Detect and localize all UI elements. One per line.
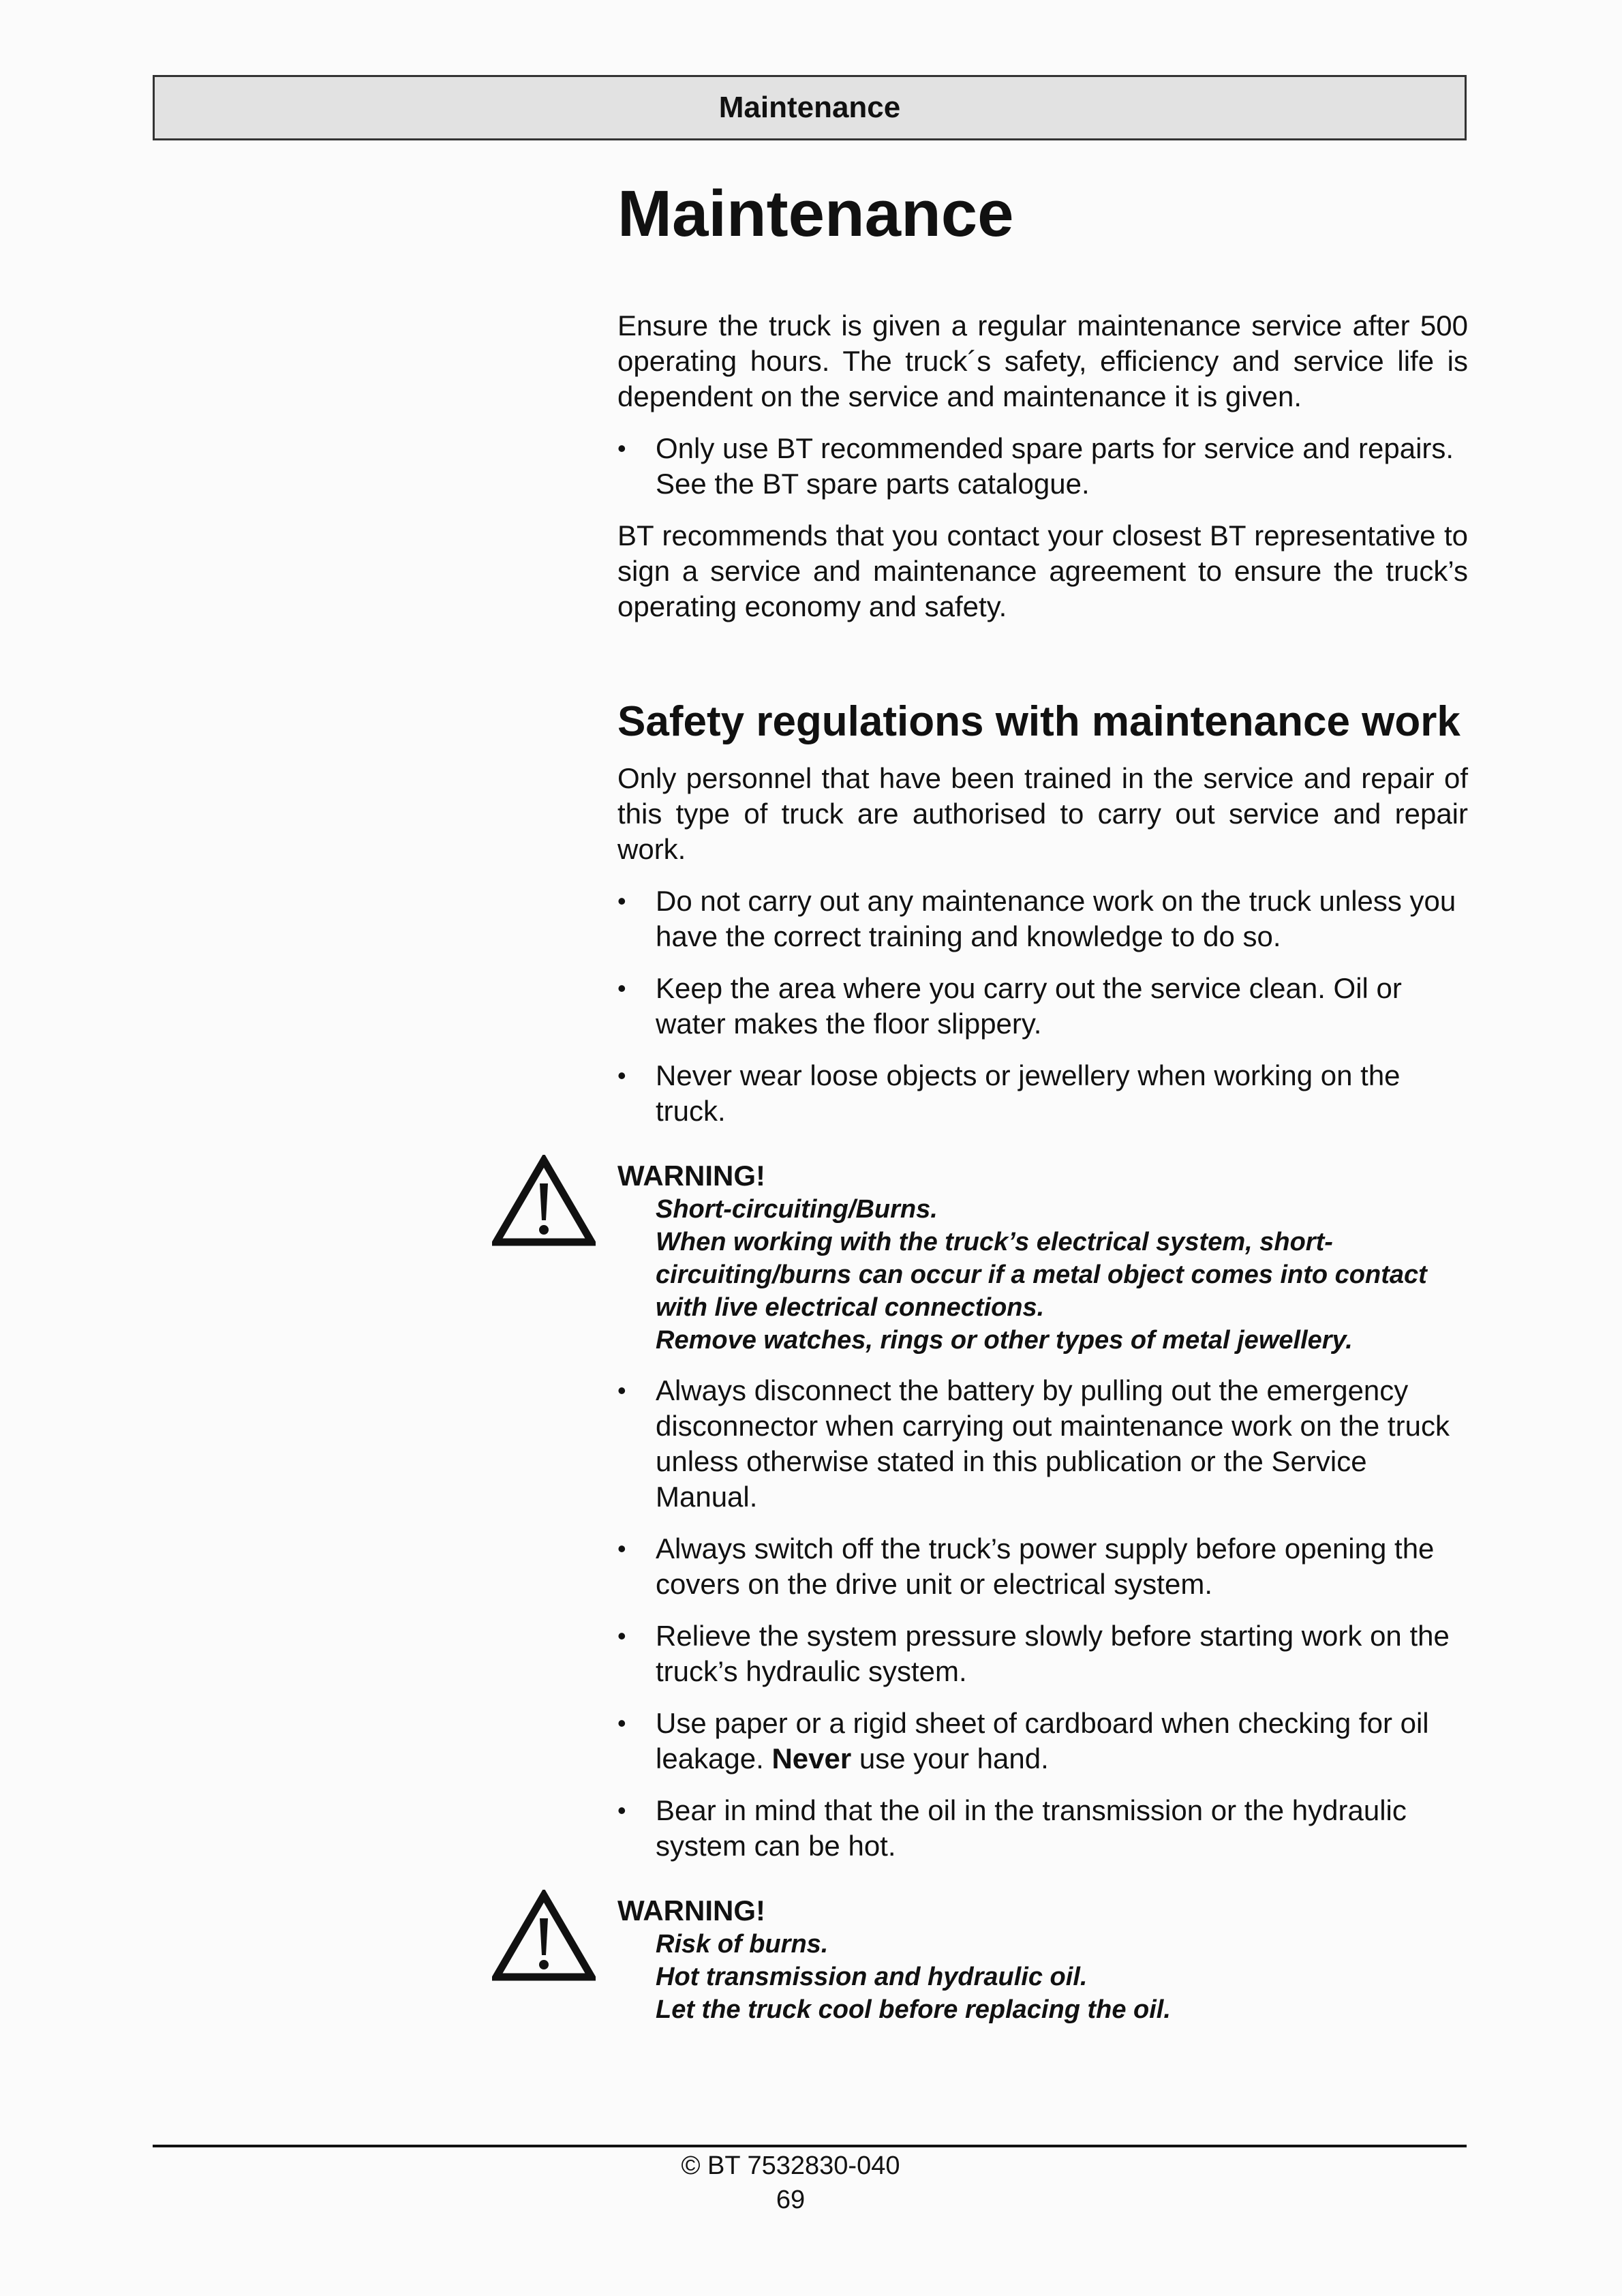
- warning-block-burns: [617, 1894, 1468, 2026]
- warning-block-electrical: [617, 1159, 1468, 1357]
- list-item: • Always disconnect the battery by pulling out the emergency disconnector when carrying out maintenance work on the truck unless otherwise stated in this publication or the Service Manual.: [617, 1373, 1468, 1515]
- running-header: [153, 75, 1467, 140]
- warning-line: Risk of burns.: [656, 1930, 829, 1959]
- footer-divider: [153, 2145, 1467, 2147]
- warning-line: Remove watches, rings or other types of metal jewellery.: [656, 1326, 1353, 1355]
- list-item: • Only use BT recommended spare parts for service and repairs. See the BT spare parts catalogue.: [617, 431, 1468, 502]
- list-item-oil-leakage: [617, 1706, 1468, 1777]
- safety-bullet-list-b: [617, 1373, 1468, 1864]
- running-header-title: Maintenance: [718, 91, 901, 124]
- list-item: • Do not carry out any maintenance work on the truck unless you have the correct training and knowledge to do so.: [617, 883, 1468, 954]
- warning-triangle-icon: [492, 1155, 596, 1246]
- page-footer: [613, 2149, 968, 2217]
- leak-text-after: use your hand.: [851, 1742, 1049, 1774]
- footer-copyright: © BT 7532830-040: [681, 2151, 900, 2180]
- page-number: 69: [776, 2186, 806, 2214]
- list-item: • Never wear loose objects or jewellery when working on the truck.: [617, 1058, 1468, 1129]
- safety-bullet-list-a: [617, 883, 1468, 1129]
- warning-title: WARNING!: [617, 1160, 765, 1192]
- page-title: Maintenance: [617, 177, 1014, 250]
- intro-bullet-list: [617, 431, 1468, 502]
- safety-intro-paragraph: Only personnel that have been trained in the service and repair of this type of truck are authorised to carry out service and repair work.: [617, 762, 1468, 865]
- leak-text-before: Use paper or a rigid sheet of cardboard when checking for oil leakage.: [656, 1707, 1429, 1774]
- leak-text-emphasis: Never: [771, 1742, 852, 1774]
- warning-line: Hot transmission and hydraulic oil.: [656, 1963, 1088, 1991]
- list-item: • Always switch off the truck’s power supply before opening the covers on the drive unit or electrical system.: [617, 1531, 1468, 1602]
- warning-line: When working with the truck’s electrical system, short-circuiting/burns can occur if a metal object comes into contact with live electrical connections.: [656, 1228, 1427, 1322]
- section-heading: Safety regulations with maintenance work: [617, 698, 1460, 745]
- warning-title: WARNING!: [617, 1894, 765, 1927]
- list-item: • Keep the area where you carry out the service clean. Oil or water makes the floor slippery.: [617, 971, 1468, 1042]
- intro-paragraph: Ensure the truck is given a regular maintenance service after 500 operating hours. The truck´s safety, efficiency and service life is dependent on the service and maintenance it is given.: [617, 309, 1468, 412]
- list-item: • Relieve the system pressure slowly before starting work on the truck’s hydraulic system.: [617, 1618, 1468, 1689]
- page-content: [617, 172, 1468, 2026]
- warning-line: Short-circuiting/Burns.: [656, 1195, 938, 1224]
- warning-triangle-icon: [492, 1890, 596, 1981]
- list-item: • Bear in mind that the oil in the transmission or the hydraulic system can be hot.: [617, 1793, 1468, 1864]
- recommend-paragraph: BT recommends that you contact your closest BT representative to sign a service and maintenance agreement to ensure the truck’s operating economy and safety.: [617, 519, 1468, 622]
- warning-line: Let the truck cool before replacing the oil.: [656, 1995, 1171, 2024]
